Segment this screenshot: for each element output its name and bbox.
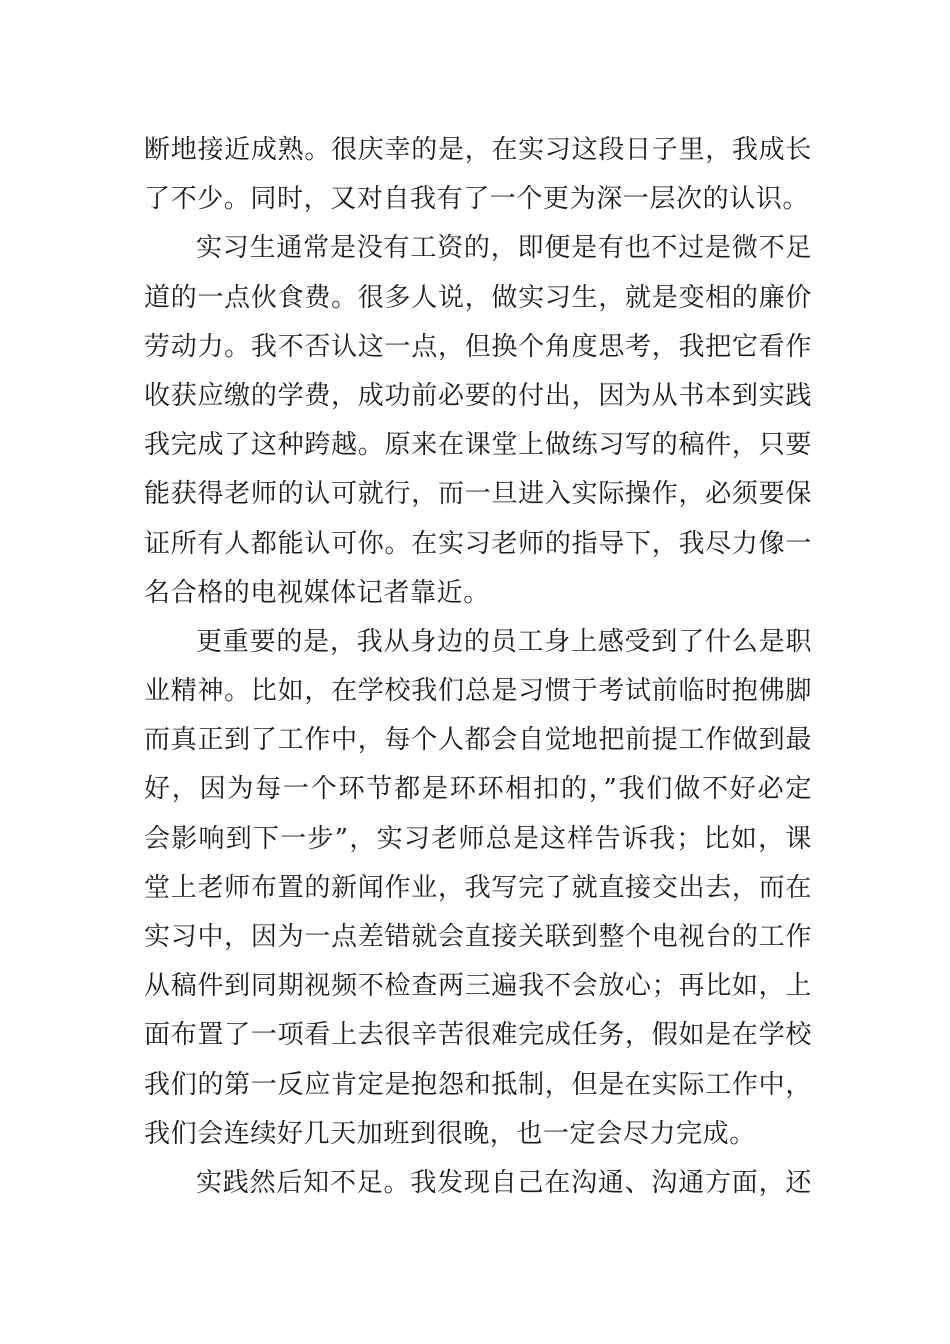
text-line: 了不少。同时，又对自我有了一个更为深一层次的认识。: [144, 184, 810, 215]
text-line: 能获得老师的认可就行，而一旦进入实际操作，必须要保: [144, 479, 812, 510]
text-line: 我完成了这种跨越。原来在课堂上做练习写的稿件，只要: [144, 430, 812, 461]
text-line: 劳动力。我不否认这一点，但换个角度思考，我把它看作: [144, 331, 812, 362]
text-line: 会影响到下一步”，实习老师总是这样告诉我；比如，课: [144, 823, 812, 854]
text-line: 业精神。比如，在学校我们总是习惯于考试前临时抱佛脚: [144, 676, 812, 707]
paragraph-first-line: 更重要的是，我从身边的员工身上感受到了什么是职: [196, 626, 812, 657]
paragraph-first-line: 实践然后知不足。我发现自己在沟通、沟通方面，还: [196, 1167, 812, 1198]
text-line: 道的一点伙食费。很多人说，做实习生，就是变相的廉价: [144, 282, 812, 313]
document-body: [144, 126, 812, 1208]
paragraph-first-line: 实习生通常是没有工资的，即便是有也不过是微不足: [196, 233, 812, 264]
text-line: 面布置了一项看上去很辛苦很难完成任务，假如是在学校: [144, 1020, 812, 1051]
text-line: 而真正到了工作中，每个人都会自觉地把前提工作做到最: [144, 725, 812, 756]
text-line: 证所有人都能认可你。在实习老师的指导下，我尽力像一: [144, 528, 812, 559]
text-line: 实习中，因为一点差错就会直接关联到整个电视台的工作: [144, 922, 812, 952]
text-line: 我们的第一反应肯定是抱怨和抵制，但是在实际工作中，: [144, 1069, 812, 1100]
text-line: 我们会连续好几天加班到很晚，也一定会尽力完成。: [144, 1118, 756, 1149]
text-line: 好，因为每一个环节都是环环相扣的，”我们做不好必定: [144, 774, 812, 805]
text-line: 堂上老师布置的新闻作业，我写完了就直接交出去，而在: [144, 872, 812, 903]
text-line: 收获应缴的学费，成功前必要的付出，因为从书本到实践: [144, 380, 812, 411]
text-line: 从稿件到同期视频不检查两三遍我不会放心；再比如，上: [144, 971, 812, 1002]
text-line: 断地接近成熟。很庆幸的是，在实习这段日子里，我成长: [144, 135, 812, 165]
text-line: 名合格的电视媒体记者靠近。: [144, 577, 490, 608]
